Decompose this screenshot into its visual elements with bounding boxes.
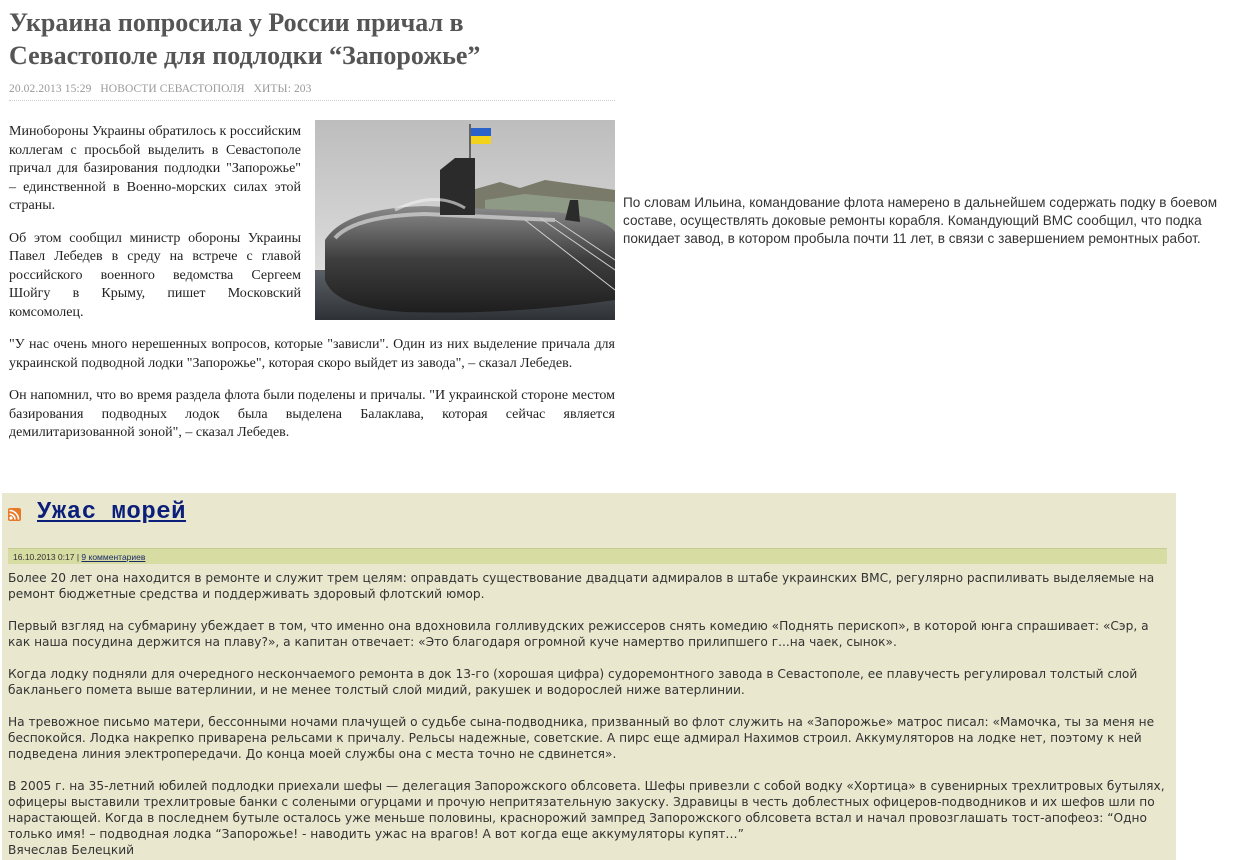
submarine-photo <box>315 120 615 320</box>
article-paragraph: "У нас очень много нерешенных вопросов, которые "зависли". Один из них выделение причала для украинской подводной лодки "Запорожье", которая скоро выйдет из завода", – сказал Лебедев. <box>9 337 615 371</box>
article-date: 20.02.2013 15:29 <box>9 83 92 95</box>
comments-link[interactable]: 9 комментариев <box>81 552 146 562</box>
blog-post <box>2 493 1176 860</box>
blog-paragraph: В 2005 г. на 35-летний юбилей подлодки приехали шефы — делегация Запорожского облсовета. Шефы привезли с собой водку «Хортица» в сувенирных трехлитровых бутылях, офицеры выставили трехлитровые банки с солеными огурцами и прочую непритязательную закуску. Здравицы в честь доблестных офицеров-подводников и их шефов шли по нарастающей. Когда в последнем бутыле осталось уже меньше половины, краснорожий зампред Запорожского облсовета встал и начал провозглашать тост-апофеоз: “Одно только имя! – подводная лодка “Запорожье! - наводить ужас на врагов! А вот когда еще аккумуляторы купят…” <box>8 779 1165 841</box>
article-meta <box>9 83 615 101</box>
blog-paragraph: Когда лодку подняли для очередного нескончаемого ремонта в док 13-го (хорошая цифра) судоремонтного завода в Севастополе, ее плавучесть регулировал толстый слой бакланьего помета выше ватерлинии, и не менее толстый слой мидий, ракушек и водорослей ниже ватерлинии. <box>8 667 1138 697</box>
rss-glyph-icon <box>8 508 21 521</box>
article-main <box>9 6 615 457</box>
blog-paragraph: Первый взгляд на субмарину убеждает в том, что именно она вдохновила голливудских режиссеров снять комедию «Поднять перископ», в которой юнга спрашивает: «Сэр, а как наша посудина держится на плаву?», а капитан отвечает: «Это благодаря огромной куче намертво прилипшего г...на чаек, сынок». <box>8 619 1149 649</box>
blog-body <box>8 570 1170 858</box>
article-paragraph: Он напомнил, что во время раздела флота были поделены и причалы. "И украинской стороне местом базирования подводных лодок была выделена Балаклава, которая сейчас является демилитаризованной зоной", – сказал Лебедев. <box>9 388 615 440</box>
article-body <box>9 123 615 443</box>
rss-icon[interactable] <box>8 508 21 521</box>
side-text: По словам Ильина, командование флота намерено в дальнейшем содержать подку в боевом составе, осуществлять доковые ремонты корабля. Командующий ВМС сообщил, что подка покидает завод, в котором пробыла почти 11 лет, в связи с завершением ремонтных работ. <box>623 195 1218 246</box>
blog-title-link[interactable]: Ужас морей <box>37 499 187 526</box>
blog-date: 16.10.2013 0:17 <box>13 552 75 562</box>
article-category[interactable]: НОВОСТИ СЕВАСТОПОЛЯ <box>100 83 245 95</box>
blog-meta-separator: | <box>76 552 80 562</box>
article-hits: ХИТЫ: 203 <box>253 83 312 95</box>
blog-title <box>37 499 186 526</box>
blog-meta-bar <box>8 548 1167 564</box>
blog-paragraph: На тревожное письмо матери, бессонными ночами плачущей о судьбе сына-подводника, призванный во флот служить на «Запорожье» матрос писал: «Мамочка, ты за меня не беспокойся. Лодка накрепко приварена рельсами к причалу. Рельсы надежные, советские. А пирс еще адмирал Нахимов строил. Аккумуляторов на лодке нет, поэтому к ней подведена линия электропередачи. До конца моей службы она с места точно не сдвинется». <box>8 715 1155 761</box>
blog-signature: Вячеслав Белецкий <box>8 843 135 857</box>
article-title: Украина попросила у России причал в Севастополе для подлодки “Запорожье” <box>9 8 481 70</box>
article-paragraph: Минобороны Украины обратилось к российским коллегам с просьбой выделить в Севастополе причал для базирования подлодки "Запорожье" – единственной в Военно-морских силах этой страны. <box>9 124 301 213</box>
blog-paragraph: Более 20 лет она находится в ремонте и служит трем целям: оправдать существование двадцати адмиралов в штабе украинских ВМС, регулярно распиливать выделяемые на ремонт бюджетные средства и поддерживать здоровый флотский юмор. <box>8 571 1155 601</box>
article-paragraph: Об этом сообщил министр обороны Украины Павел Лебедев в среду на встрече с главой российского военного ведомства Сергеем Шойгу в Крыму, пишет Московский комсомолец. <box>9 230 301 320</box>
